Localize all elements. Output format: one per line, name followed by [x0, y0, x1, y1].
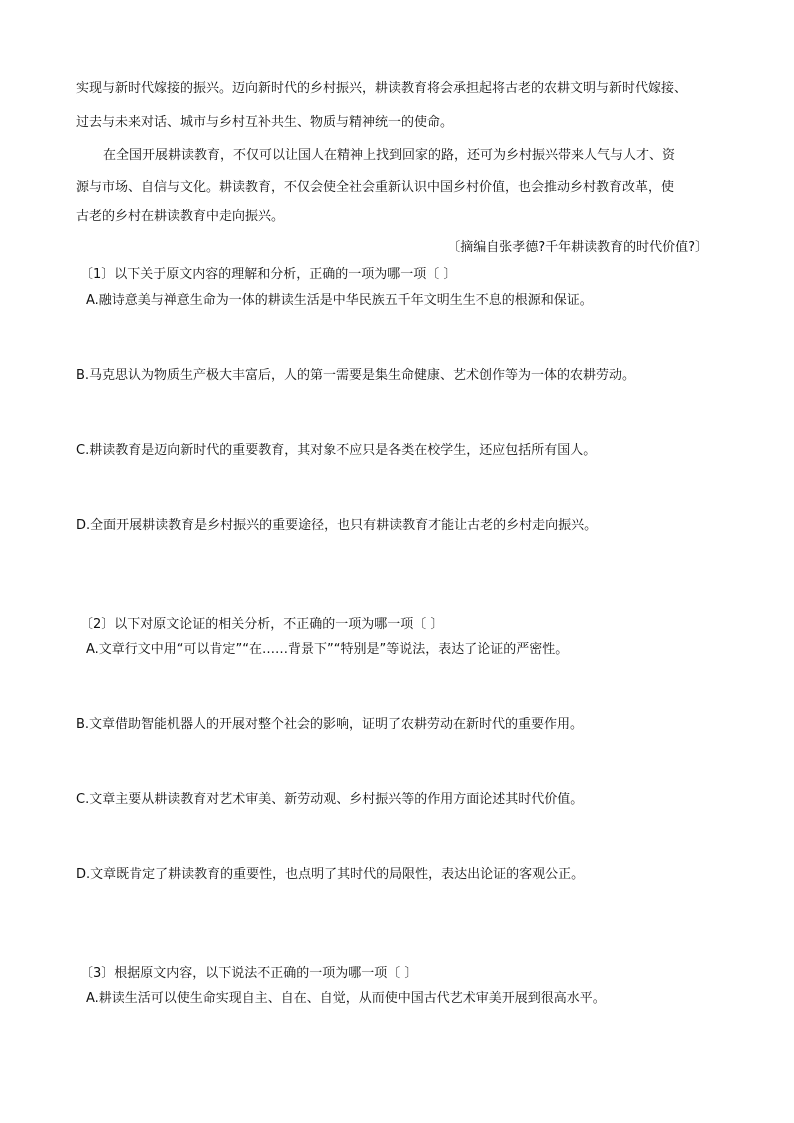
passage-line-3: 在全国开展耕读教育，不仅可以让国人在精神上找到回家的路，还可为乡村振兴带来人气与人才、资: [103, 148, 676, 163]
question-1-option-d: D.全面开展耕读教育是乡村振兴的重要途径，也只有耕读教育才能让古老的乡村走向振兴。: [76, 518, 598, 533]
passage-line-4: 源与市场、自信与文化。耕读教育，不仅会使全社会重新认识中国乡村价值，也会推动乡村教育改革，使: [76, 180, 675, 195]
source-citation: 〔摘编自张孝德?千年耕读教育的时代价值?〕: [447, 240, 708, 255]
question-2-option-d: D.文章既肯定了耕读教育的重要性，也点明了其时代的局限性，表达出论证的客观公正。: [76, 867, 585, 882]
question-1-stem: 〔1〕以下关于原文内容的理解和分析，正确的一项为哪一项〔 〕: [80, 267, 457, 282]
question-1-option-a: A.融诗意美与禅意生命为一体的耕读生活是中华民族五千年文明生生不息的根源和保证。: [86, 293, 593, 308]
question-2-option-a: A.文章行文中用“可以肯定”“在……背景下”“特别是”等说法，表达了论证的严密性。: [86, 642, 569, 657]
passage-line-1: 实现与新时代嫁接的振兴。迈向新时代的乡村振兴，耕读教育将会承担起将古老的农耕文明与新时代嫁接、: [76, 81, 688, 96]
passage-line-5: 古老的乡村在耕读教育中走向振兴。: [76, 209, 285, 224]
question-1-option-b: B.马克思认为物质生产极大丰富后，人的第一需要是集生命健康、艺术创作等为一体的农耕劳动。: [76, 368, 636, 383]
question-3-option-a: A.耕读生活可以使生命实现自主、自在、自觉，从而使中国古代艺术审美开展到很高水平。: [86, 991, 606, 1006]
question-2-option-c: C.文章主要从耕读教育对艺术审美、新劳动观、乡村振兴等的作用方面论述其时代价值。: [76, 792, 584, 807]
question-2-stem: 〔2〕以下对原文论证的相关分析，不正确的一项为哪一项〔 〕: [80, 617, 444, 632]
passage-line-2: 过去与未来对话、城市与乡村互补共生、物质与精神统一的使命。: [76, 115, 454, 130]
question-1-option-c: C.耕读教育是迈向新时代的重要教育，其对象不应只是各类在校学生，还应包括所有国人。: [76, 443, 597, 458]
question-2-option-b: B.文章借助智能机器人的开展对整个社会的影响，证明了农耕劳动在新时代的重要作用。: [76, 717, 584, 732]
question-3-stem: 〔3〕根据原文内容，以下说法不正确的一项为哪一项〔 〕: [80, 966, 418, 981]
